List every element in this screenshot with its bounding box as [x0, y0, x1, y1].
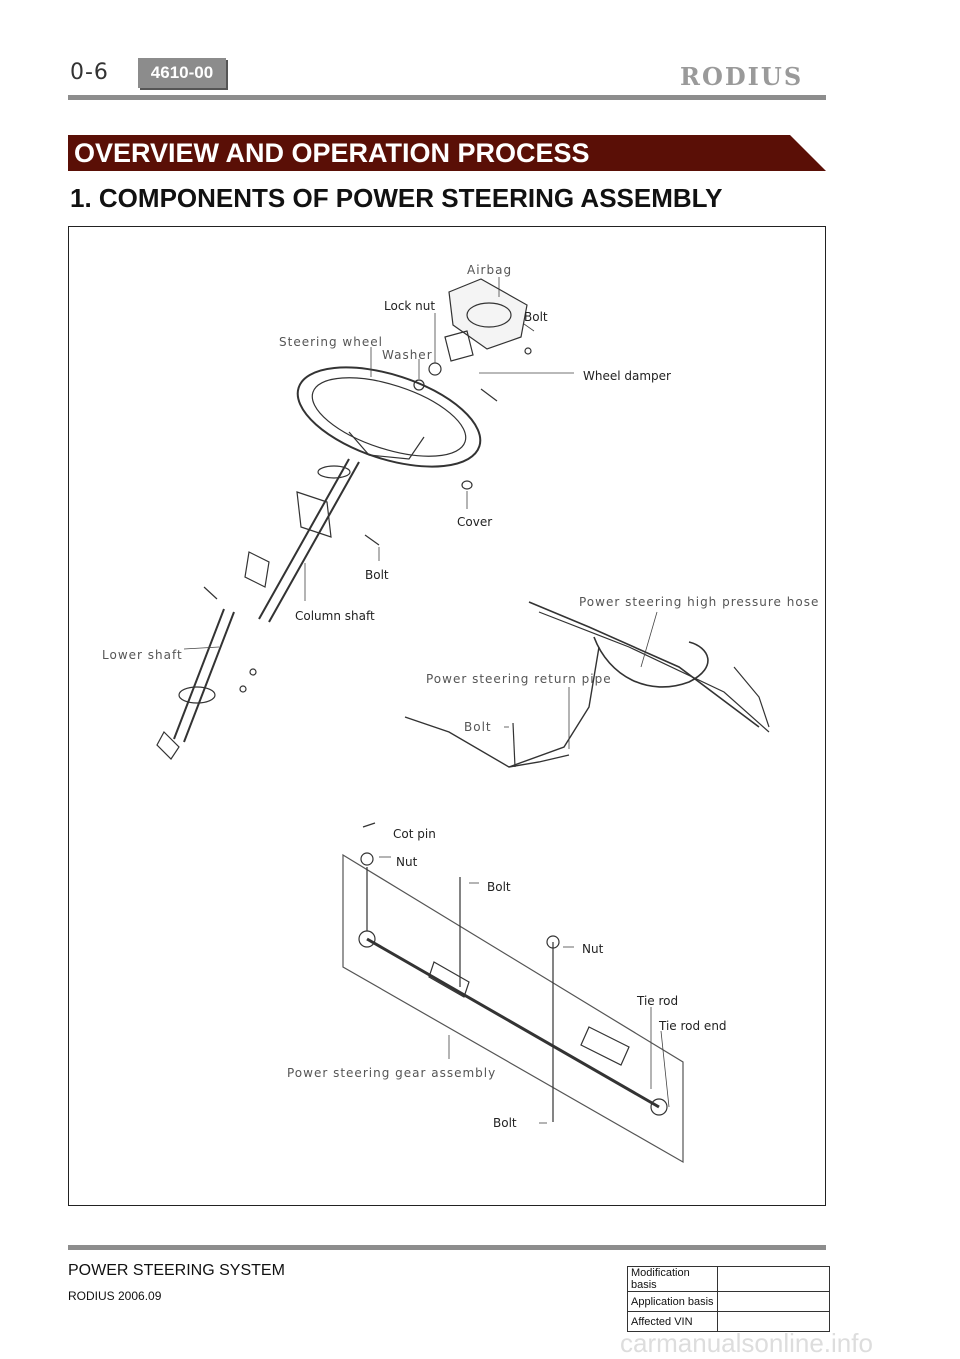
- hose-bend: [734, 667, 769, 727]
- table-label: Application basis: [628, 1292, 718, 1312]
- label-column-shaft: Column shaft: [295, 609, 375, 623]
- steering-wheel-inner: [303, 362, 475, 472]
- gear-assembly-part: [367, 939, 659, 1107]
- label-airbag: Airbag: [467, 263, 513, 277]
- label-washer: Washer: [382, 348, 433, 362]
- lock-nut-part: [429, 363, 441, 375]
- label-tie-rod: Tie rod: [637, 994, 679, 1008]
- banner-title: OVERVIEW AND OPERATION PROCESS: [74, 138, 590, 168]
- label-return-pipe: Power steering return pipe: [426, 672, 612, 686]
- return-pipe-part: [509, 647, 599, 767]
- lower-shaft-edge: [174, 609, 224, 739]
- section-code-badge: 4610-00: [138, 58, 226, 88]
- gear-boot-right: [581, 1027, 629, 1065]
- table-label: Affected VIN: [628, 1312, 718, 1332]
- label-tie-rod-end: Tie rod end: [659, 1019, 727, 1033]
- section-heading: 1. COMPONENTS OF POWER STEERING ASSEMBLY: [70, 183, 723, 213]
- label-wheel-damper: Wheel damper: [583, 369, 671, 383]
- footer-subtitle: RODIUS 2006.09: [68, 1289, 162, 1303]
- pipe-bolt-part: [513, 723, 515, 767]
- lower-shaft-boot: [179, 687, 215, 703]
- page-number: 0-6: [70, 60, 109, 85]
- components-figure: [68, 226, 826, 1206]
- label-bolt-gear-top: Bolt: [487, 880, 511, 894]
- label-cot-pin: Cot pin: [393, 827, 436, 841]
- table-row: [628, 1267, 830, 1292]
- cot-pin-part: [363, 823, 375, 827]
- label-lock-nut: Lock nut: [384, 299, 436, 313]
- brand-logo: RODIUS: [680, 62, 804, 91]
- lower-shaft-part: [184, 612, 234, 742]
- label-hp-hose: Power steering high pressure hose: [579, 595, 820, 609]
- watermark: carmanualsonline.info: [620, 1328, 873, 1358]
- footer-rule: [68, 1245, 826, 1250]
- column-bolt-part: [365, 535, 379, 545]
- cover-part: [462, 481, 472, 489]
- lower-shaft-bolt: [204, 587, 217, 599]
- label-steering-wheel: Steering wheel: [279, 335, 383, 349]
- column-lower-bracket: [245, 552, 269, 587]
- header-rule: [68, 95, 826, 100]
- label-bolt-column: Bolt: [365, 568, 389, 582]
- label-gear-assembly: Power steering gear assembly: [287, 1066, 497, 1080]
- label-bolt-pipe: Bolt: [464, 720, 492, 734]
- revision-info-table: [627, 1266, 830, 1332]
- airbag-part: [449, 279, 527, 349]
- rack-outline: [529, 602, 759, 727]
- lower-shaft-nut-2: [240, 686, 246, 692]
- lower-shaft-nut: [250, 669, 256, 675]
- table-value: [718, 1292, 830, 1312]
- top-nut-part: [361, 853, 373, 865]
- column-shaft-part: [269, 462, 359, 622]
- label-bolt-airbag: Bolt: [524, 310, 548, 324]
- label-bolt-gear-bottom: Bolt: [493, 1116, 517, 1130]
- table-row: [628, 1292, 830, 1312]
- components-diagram: [69, 227, 827, 1207]
- column-shaft-edge: [259, 459, 349, 619]
- label-nut-top: Nut: [396, 855, 418, 869]
- label-lower-shaft: Lower shaft: [102, 648, 183, 662]
- label-nut-right: Nut: [582, 942, 604, 956]
- airbag-bolt-part: [525, 348, 531, 354]
- column-collar: [318, 466, 350, 478]
- steering-wheel-part: [286, 348, 493, 487]
- label-cover: Cover: [457, 515, 493, 529]
- table-value: [718, 1267, 830, 1292]
- damper-bolt-part: [481, 389, 497, 401]
- table-label: Modification basis: [628, 1267, 718, 1292]
- footer-title: POWER STEERING SYSTEM: [68, 1262, 285, 1279]
